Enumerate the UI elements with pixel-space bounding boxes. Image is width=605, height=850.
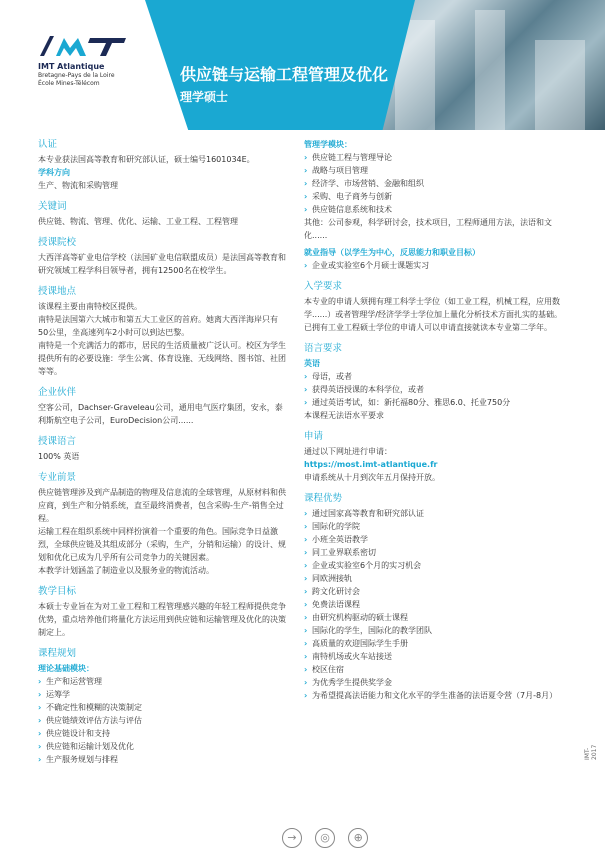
section-heading: 课程优势 <box>304 493 343 504</box>
list-item: › 南特机场或火车站接送 <box>304 650 564 663</box>
section-heading: 专业前景 <box>38 472 77 483</box>
list-item: › 供应链设计和支持 <box>38 727 286 740</box>
list-item: › 免费法语课程 <box>304 598 564 611</box>
section-text: 本教学计划涵盖了制造业以及服务业的物流活动。 <box>38 566 214 575</box>
list-item: › 小班全英语教学 <box>304 533 564 546</box>
list-item: › 同欧洲接轨 <box>304 572 564 585</box>
list-item: › 国际化的学院 <box>304 520 564 533</box>
section-heading: 授课地点 <box>38 286 77 297</box>
section-heading: 课程规划 <box>38 648 77 659</box>
left-column <box>38 138 286 766</box>
section-text: 该课程主要由南特校区提供。 <box>38 302 142 311</box>
section-text: 生产、物流和采购管理 <box>38 181 118 190</box>
right-column <box>304 138 564 702</box>
section-text: 南特是一个充满活力的都市，居民的生活质量被广泛认可。校区为学生提供所有的必要设施：学生公寓、体育设施、无线网络、图书馆、社团等等。 <box>38 341 286 376</box>
list-item: › 同工业界联系密切 <box>304 546 564 559</box>
section-text: 大西洋高等矿业电信学校（法国矿业电信联盟成员）是法国高等教育和研究领域工程学科目领导者，拥有12500名在校学生。 <box>38 253 286 275</box>
globe-icon[interactable]: ◎ <box>315 828 335 848</box>
list-item: › 企业或实验室6个月的实习机会 <box>304 559 564 572</box>
list-item: › 供应链工程与管理导论 <box>304 151 564 164</box>
section-text: 空客公司，Dachser-Graveleau公司，通用电气医疗集团，安永，泰利斯航空电子公司，EuroDecision公司...... <box>38 403 283 425</box>
list-item: › 运筹学 <box>38 688 286 701</box>
section-text: 本专业的申请人须拥有理工科学士学位（如工业工程，机械工程，应用数学......）或者管理学/经济学学士学位加上量化分析技术方面扎实的基础。 <box>304 297 562 319</box>
section-heading: 关键词 <box>38 201 67 212</box>
list-item: › 战略与项目管理 <box>304 164 564 177</box>
section-subheading: 理论基础模块： <box>38 664 94 673</box>
list-item: › 通过英语考试，如：新托福80分、雅思6.0、托业750分 <box>304 396 564 409</box>
section-text: 本课程无法语水平要求 <box>304 411 384 420</box>
page-title: 供应链与运输工程管理及优化 <box>180 65 389 84</box>
arrow-right-icon[interactable]: → <box>282 828 302 848</box>
list-item: › 通过国家高等教育和研究部认证 <box>304 507 564 520</box>
section-heading: 教学目标 <box>38 586 77 597</box>
advantages-list <box>304 507 564 702</box>
header-banner <box>0 0 605 130</box>
section-subheading: 就业指导（以学生为中心，反思能力和职业目标） <box>304 248 480 257</box>
list-item: › 生产和运营管理 <box>38 675 286 688</box>
curriculum-list <box>38 675 286 766</box>
section-text: 运输工程在组织系统中同样扮演着一个重要的角色。国际竞争日益激烈，全球供应链及其组成部分（采购，生产，分销和运输）的设计、规划和优化已成为几乎所有公司竞争力的关键因素。 <box>38 527 286 562</box>
section-text: 通过以下网址进行申请： <box>304 447 392 456</box>
list-item: › 为优秀学生提供奖学金 <box>304 676 564 689</box>
list-item: › 供应链绩效评估方法与评估 <box>38 714 286 727</box>
list-item: › 采购、电子商务与创新 <box>304 190 564 203</box>
list-item: › 由研究机构驱动的硕士课程 <box>304 611 564 624</box>
list-item: › 不确定性和模糊的决策制定 <box>38 701 286 714</box>
list-item: › 获得英语授课的本科学位，或者 <box>304 383 564 396</box>
section-heading: 申请 <box>304 431 324 442</box>
section-subheading: 英语 <box>304 359 320 368</box>
list-item: › 母语，或者 <box>304 370 564 383</box>
page-subtitle: 理学硕士 <box>180 90 229 104</box>
section-heading: 入学要求 <box>304 281 343 292</box>
footer-icons <box>282 826 376 850</box>
list-item: › 企业或实验室6个月硕士课题实习 <box>304 259 564 272</box>
list-item: › 高质量的欢迎国际学生手册 <box>304 637 564 650</box>
list-item: › 生产服务规划与排程 <box>38 753 286 766</box>
section-text: 其他：公司参观，科学研讨会，技术项目，工程师通用方法，法语和文化...... <box>304 218 552 240</box>
logo-name: IMT Atlantique <box>38 62 105 71</box>
section-text: 申请系统从十月到次年五月保持开放。 <box>304 473 440 482</box>
list-item: › 校区住宿 <box>304 663 564 676</box>
section-text: 本硕士专业旨在为对工业工程和工程管理感兴趣的年轻工程师提供竞争优势，重点培养他们将量化方法运用到供应链和运输管理及优化的决策制定上。 <box>38 602 286 637</box>
footer-code: IMT- 2017 <box>584 744 598 760</box>
list-item: › 为希望提高法语能力和文化水平的学生准备的法语夏令营（7月-8月） <box>304 689 564 702</box>
list-item: › 供应链和运输计划及优化 <box>38 740 286 753</box>
list-item: › 国际化的学生，国际化的教学团队 <box>304 624 564 637</box>
apply-link[interactable]: https://most.imt-atlantique.fr <box>304 460 438 469</box>
section-heading: 授课院校 <box>38 237 77 248</box>
list-item: › 跨文化研讨会 <box>304 585 564 598</box>
section-subheading: 学科方向 <box>38 168 70 177</box>
management-list <box>304 151 564 216</box>
logo-subtext: Bretagne-Pays de la Loire École Mines-Télécom <box>38 72 115 87</box>
list-item: › 经济学、市场营销、金融和组织 <box>304 177 564 190</box>
section-text: 100% 英语 <box>38 452 80 461</box>
language-list <box>304 370 564 409</box>
section-text: 本专业获法国高等教育和研究部认证，硕士编号1601034E。 <box>38 155 255 164</box>
section-text: 供应链管理涉及到产品制造的物理及信息流的全球管理，从原材料和供应商，到生产和分销系统，直至最终消费者，包含采购-生产-销售全过程。 <box>38 488 286 523</box>
section-heading: 授课语言 <box>38 436 77 447</box>
section-heading: 认证 <box>38 139 58 150</box>
share-icon[interactable]: ⊕ <box>348 828 368 848</box>
section-subheading: 管理学模块： <box>304 140 352 149</box>
section-heading: 语言要求 <box>304 343 343 354</box>
career-list <box>304 259 564 272</box>
list-item: › 供应链信息系统和技术 <box>304 203 564 216</box>
section-text: 供应链、物流、管理、优化、运输、工业工程、工程管理 <box>38 217 238 226</box>
imt-logo-icon <box>38 34 128 58</box>
section-heading: 企业伙伴 <box>38 387 77 398</box>
section-text: 南特是法国第六大城市和第五大工业区的首府。她离大西洋海岸只有50公里，坐高速列车2小时可以到达巴黎。 <box>38 315 278 337</box>
section-text: 已拥有工业工程硕士学位的申请人可以申请直接就读本专业第二学年。 <box>304 323 552 332</box>
